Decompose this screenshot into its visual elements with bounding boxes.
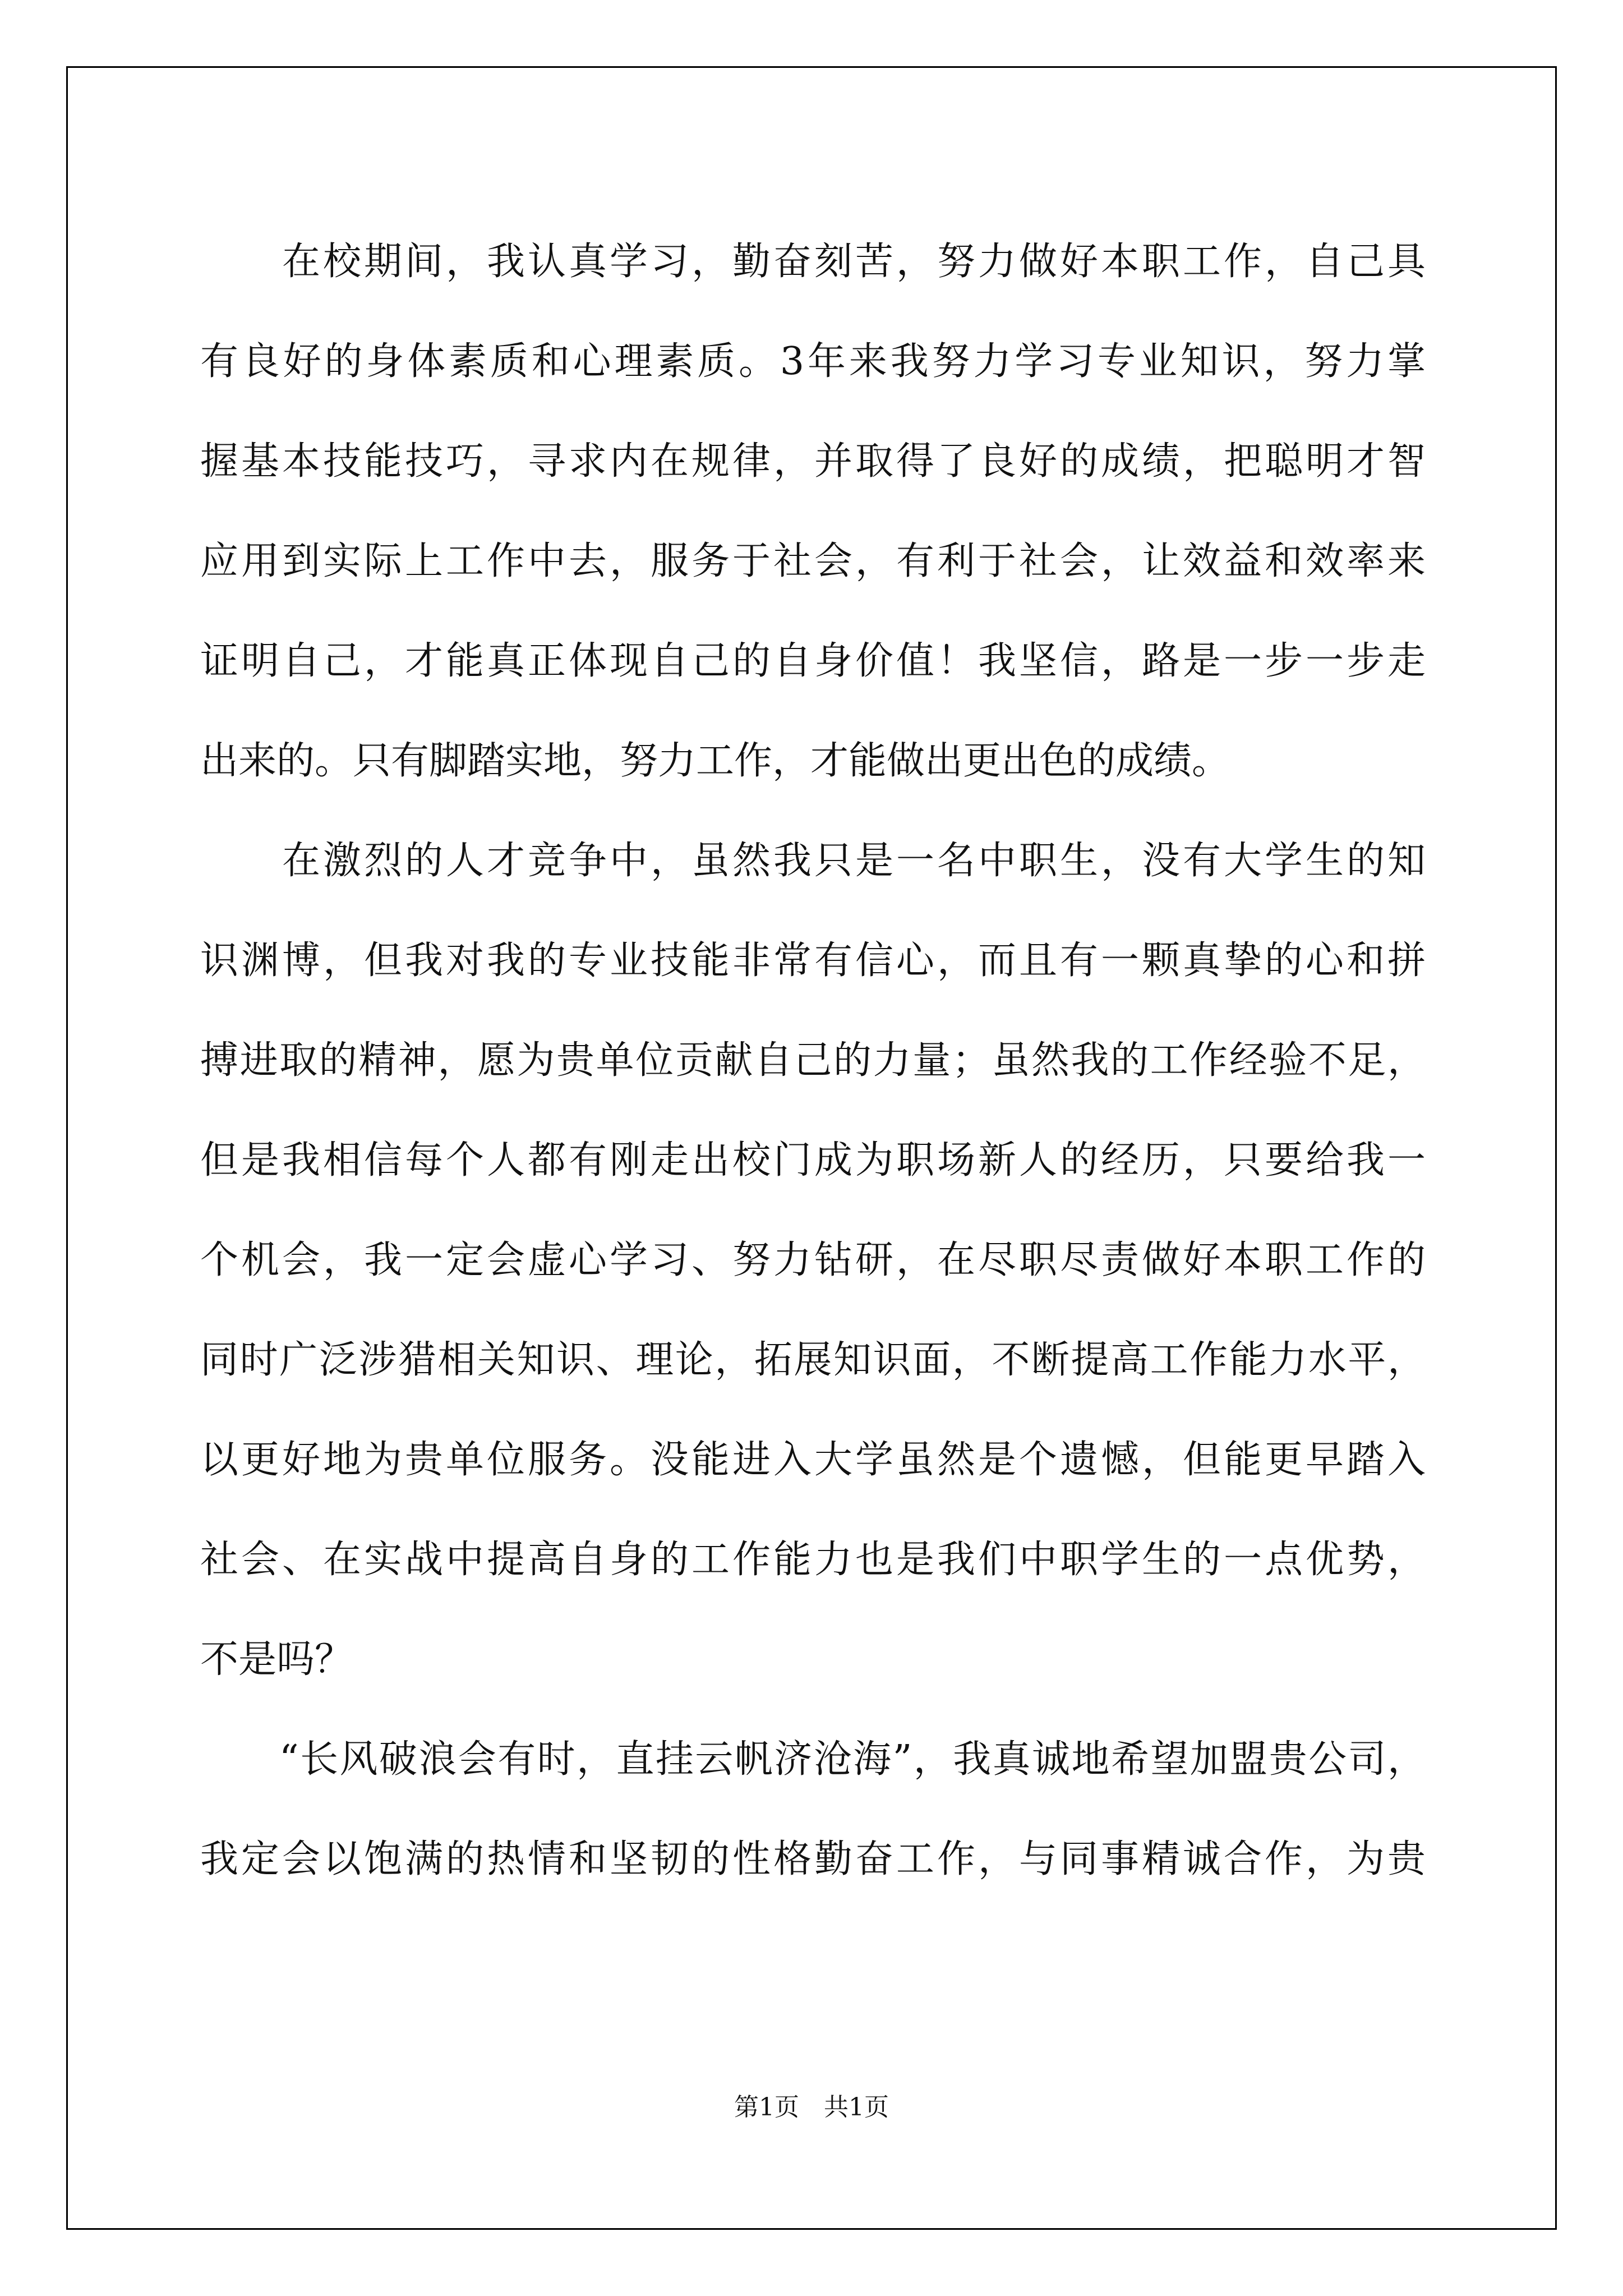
text-line: 识渊博，但我对我的专业技能非常有信心，而且有一颗真挚的心和拼 [200, 938, 1426, 983]
text-line: 我定会以饱满的热情和坚韧的性格勤奋工作，与同事精诚合作，为贵 [200, 1837, 1426, 1881]
text-line: 出来的。只有脚踏实地，努力工作，才能做出更出色的成绩。 [200, 739, 1230, 783]
text-line: “长风破浪会有时，直挂云帆济沧海”，我真诚地希望加盟贵公司， [200, 1737, 1426, 1782]
text-line: 证明自己，才能真正体现自己的自身价值！我坚信，路是一步一步走 [200, 639, 1426, 683]
text-line: 在激烈的人才竞争中，虽然我只是一名中职生，没有大学生的知 [200, 839, 1426, 883]
page-footer: 第1页 共1页 [734, 2093, 889, 2122]
text-line: 在校期间，我认真学习，勤奋刻苦，努力做好本职工作，自己具 [200, 240, 1426, 284]
text-line: 握基本技能技巧，寻求内在规律，并取得了良好的成绩，把聪明才智 [200, 439, 1426, 484]
document-body [200, 212, 1426, 1910]
text-line: 有良好的身体素质和心理素质。3年来我努力学习专业知识，努力掌 [200, 339, 1426, 384]
text-line: 个机会，我一定会虚心学习、努力钻研，在尽职尽责做好本职工作的 [200, 1238, 1426, 1282]
text-line: 不是吗？ [200, 1637, 353, 1682]
text-line: 但是我相信每个人都有刚走出校门成为职场新人的经历，只要给我一 [200, 1138, 1426, 1182]
text-line: 应用到实际上工作中去，服务于社会，有利于社会，让效益和效率来 [200, 539, 1426, 583]
text-line: 搏进取的精神，愿为贵单位贡献自己的力量；虽然我的工作经验不足， [200, 1038, 1426, 1083]
text-line: 社会、在实战中提高自身的工作能力也是我们中职学生的一点优势， [200, 1538, 1426, 1582]
text-line: 同时广泛涉猎相关知识、理论，拓展知识面，不断提高工作能力水平， [200, 1338, 1426, 1382]
text-line: 以更好地为贵单位服务。没能进入大学虽然是个遗憾，但能更早踏入 [200, 1438, 1426, 1482]
